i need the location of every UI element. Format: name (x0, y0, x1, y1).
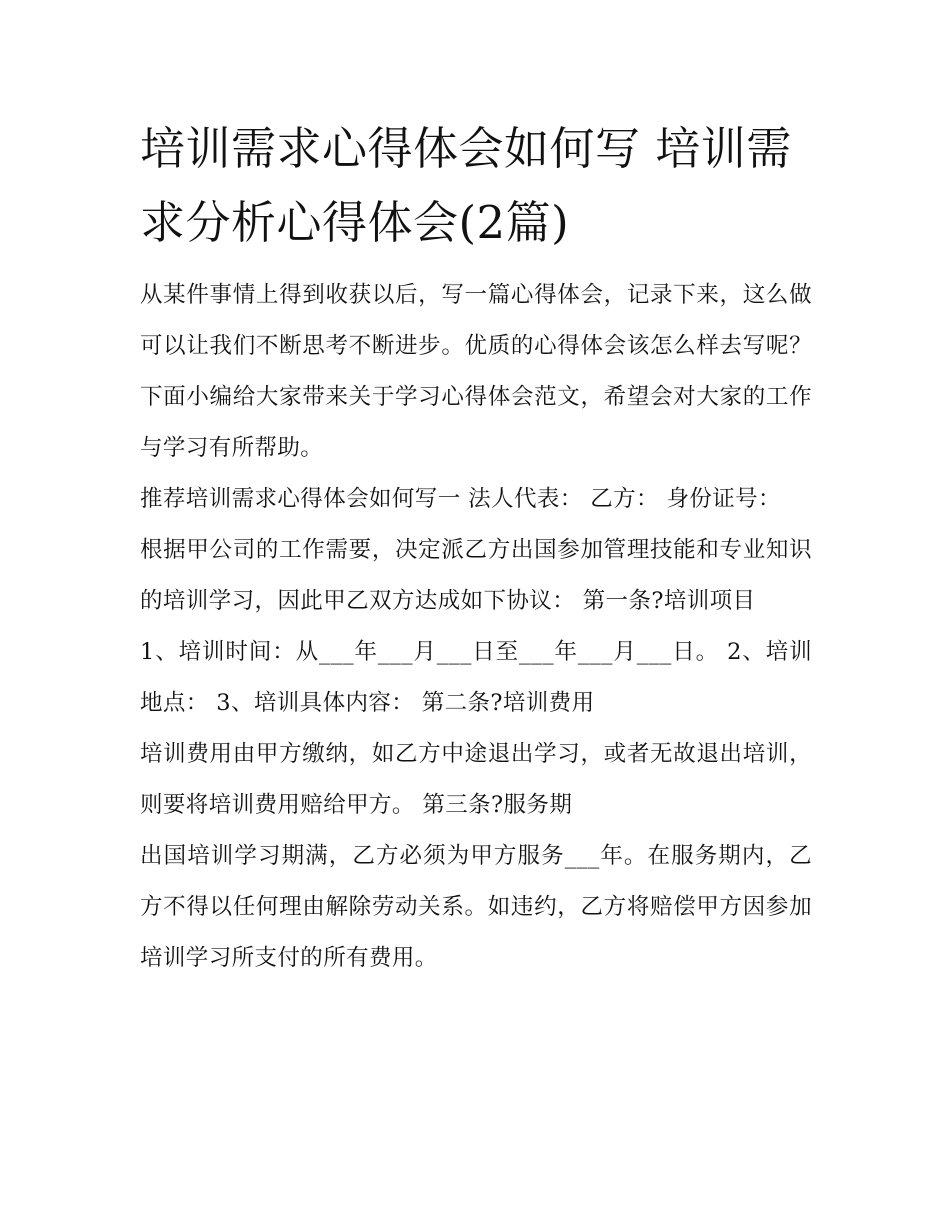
paragraph-agreement-intro: 根据甲公司的工作需要，决定派乙方出国参加管理技能和专业知识的培训学习，因此甲乙双方达成如下协议： 第一条?培训项目 (140, 537, 812, 614)
document-body (140, 112, 812, 984)
paragraph-service-period: 出国培训学习期满，乙方必须为甲方服务___年。在服务期内，乙方不得以任何理由解除劳动关系。如违约，乙方将赔偿甲方因参加培训学习所支付的所有费用。 (140, 843, 812, 971)
paragraph-training-fees: 培训费用由甲方缴纳，如乙方中途退出学习，或者无故退出培训，则要将培训费用赔给甲方。 第三条?服务期 (140, 741, 812, 818)
paragraph-intro: 从某件事情上得到收获以后，写一篇心得体会，记录下来，这么做可以让我们不断思考不断进步。优质的心得体会该怎么样去写呢？下面小编给大家带来关于学习心得体会范文，希望会对大家的工作与学习有所帮助。 (140, 282, 812, 461)
document-title: 培训需求心得体会如何写 培训需求分析心得体会(2篇) (140, 122, 792, 249)
paragraph-training-time-location: 1、培训时间：从___年___月___日至___年___月___日。 2、培训地点： 3、培训具体内容： 第二条?培训费用 (140, 639, 812, 716)
paragraph-parties: 推荐培训需求心得体会如何写一 法人代表： 乙方： 身份证号： (140, 486, 781, 512)
